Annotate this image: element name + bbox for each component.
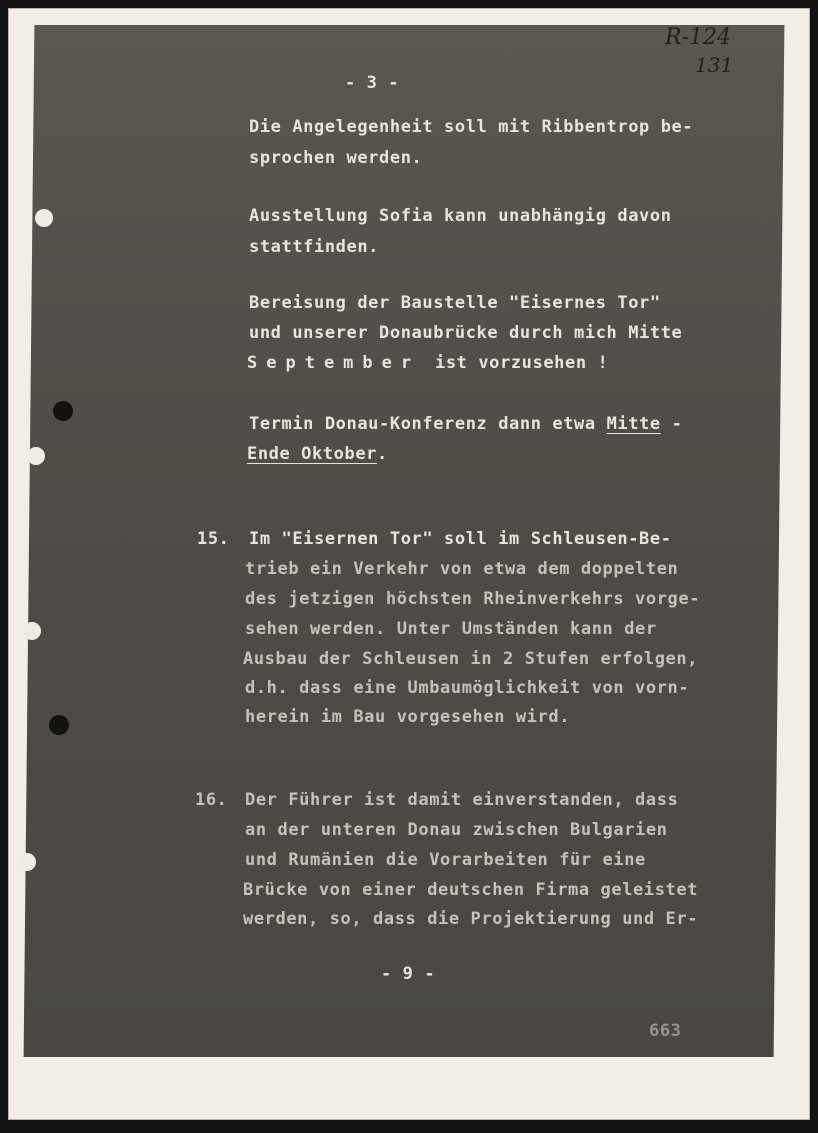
text-line: Ende Oktober.: [247, 444, 388, 464]
text-line: und Rumänien die Vorarbeiten für eine: [245, 850, 646, 870]
handwritten-reference: R-124: [665, 25, 731, 50]
text-line: Ausstellung Sofia kann unabhängig davon: [249, 206, 672, 226]
text-line: Termin Donau-Konferenz dann etwa Mitte -: [249, 414, 683, 434]
text-line: herein im Bau vorgesehen wird.: [245, 707, 571, 727]
text-line: und unserer Donaubrücke durch mich Mitte: [249, 323, 683, 343]
text-line-spaced: September: [247, 353, 421, 373]
text-line: Der Führer ist damit einverstanden, dass: [245, 790, 679, 810]
text-line: sehen werden. Unter Umständen kann der: [245, 619, 657, 639]
text-line: stattfinden.: [249, 237, 380, 257]
text-line: d.h. dass eine Umbaumöglichkeit von vorn-: [245, 678, 690, 698]
document-page: [8, 8, 810, 1120]
text-line: sprochen werden.: [249, 148, 423, 168]
stamp-number: 663: [649, 1021, 682, 1041]
text-line: des jetzigen höchsten Rheinverkehrs vorge-: [245, 589, 701, 609]
item-number-16: 16.: [195, 790, 228, 810]
text-line: Im "Eisernen Tor" soll im Schleusen-Be-: [249, 529, 672, 549]
text-line: Ausbau der Schleusen in 2 Stufen erfolgen,: [243, 649, 699, 669]
page-number-bottom: - 9 -: [381, 964, 436, 984]
text-line: Die Angelegenheit soll mit Ribbentrop be-: [249, 117, 694, 137]
item-number-15: 15.: [197, 529, 230, 549]
punch-hole: [23, 622, 41, 640]
text-line: Brücke von einer deutschen Firma geleistet: [243, 880, 699, 900]
handwritten-folio: 131: [695, 53, 734, 77]
punch-hole: [35, 209, 53, 227]
punch-hole: [53, 401, 73, 421]
text-line: werden, so, dass die Projektierung und Er-: [243, 909, 699, 929]
punch-hole: [27, 447, 45, 465]
text-line: trieb ein Verkehr von etwa dem doppelten: [245, 559, 679, 579]
punch-hole: [49, 715, 69, 735]
page-number-top: - 3 -: [345, 73, 400, 93]
punch-hole: [18, 853, 36, 871]
text-line: ist vorzusehen !: [435, 353, 609, 373]
text-line: an der unteren Donau zwischen Bulgarien: [245, 820, 668, 840]
text-line: Bereisung der Baustelle "Eisernes Tor": [249, 293, 661, 313]
